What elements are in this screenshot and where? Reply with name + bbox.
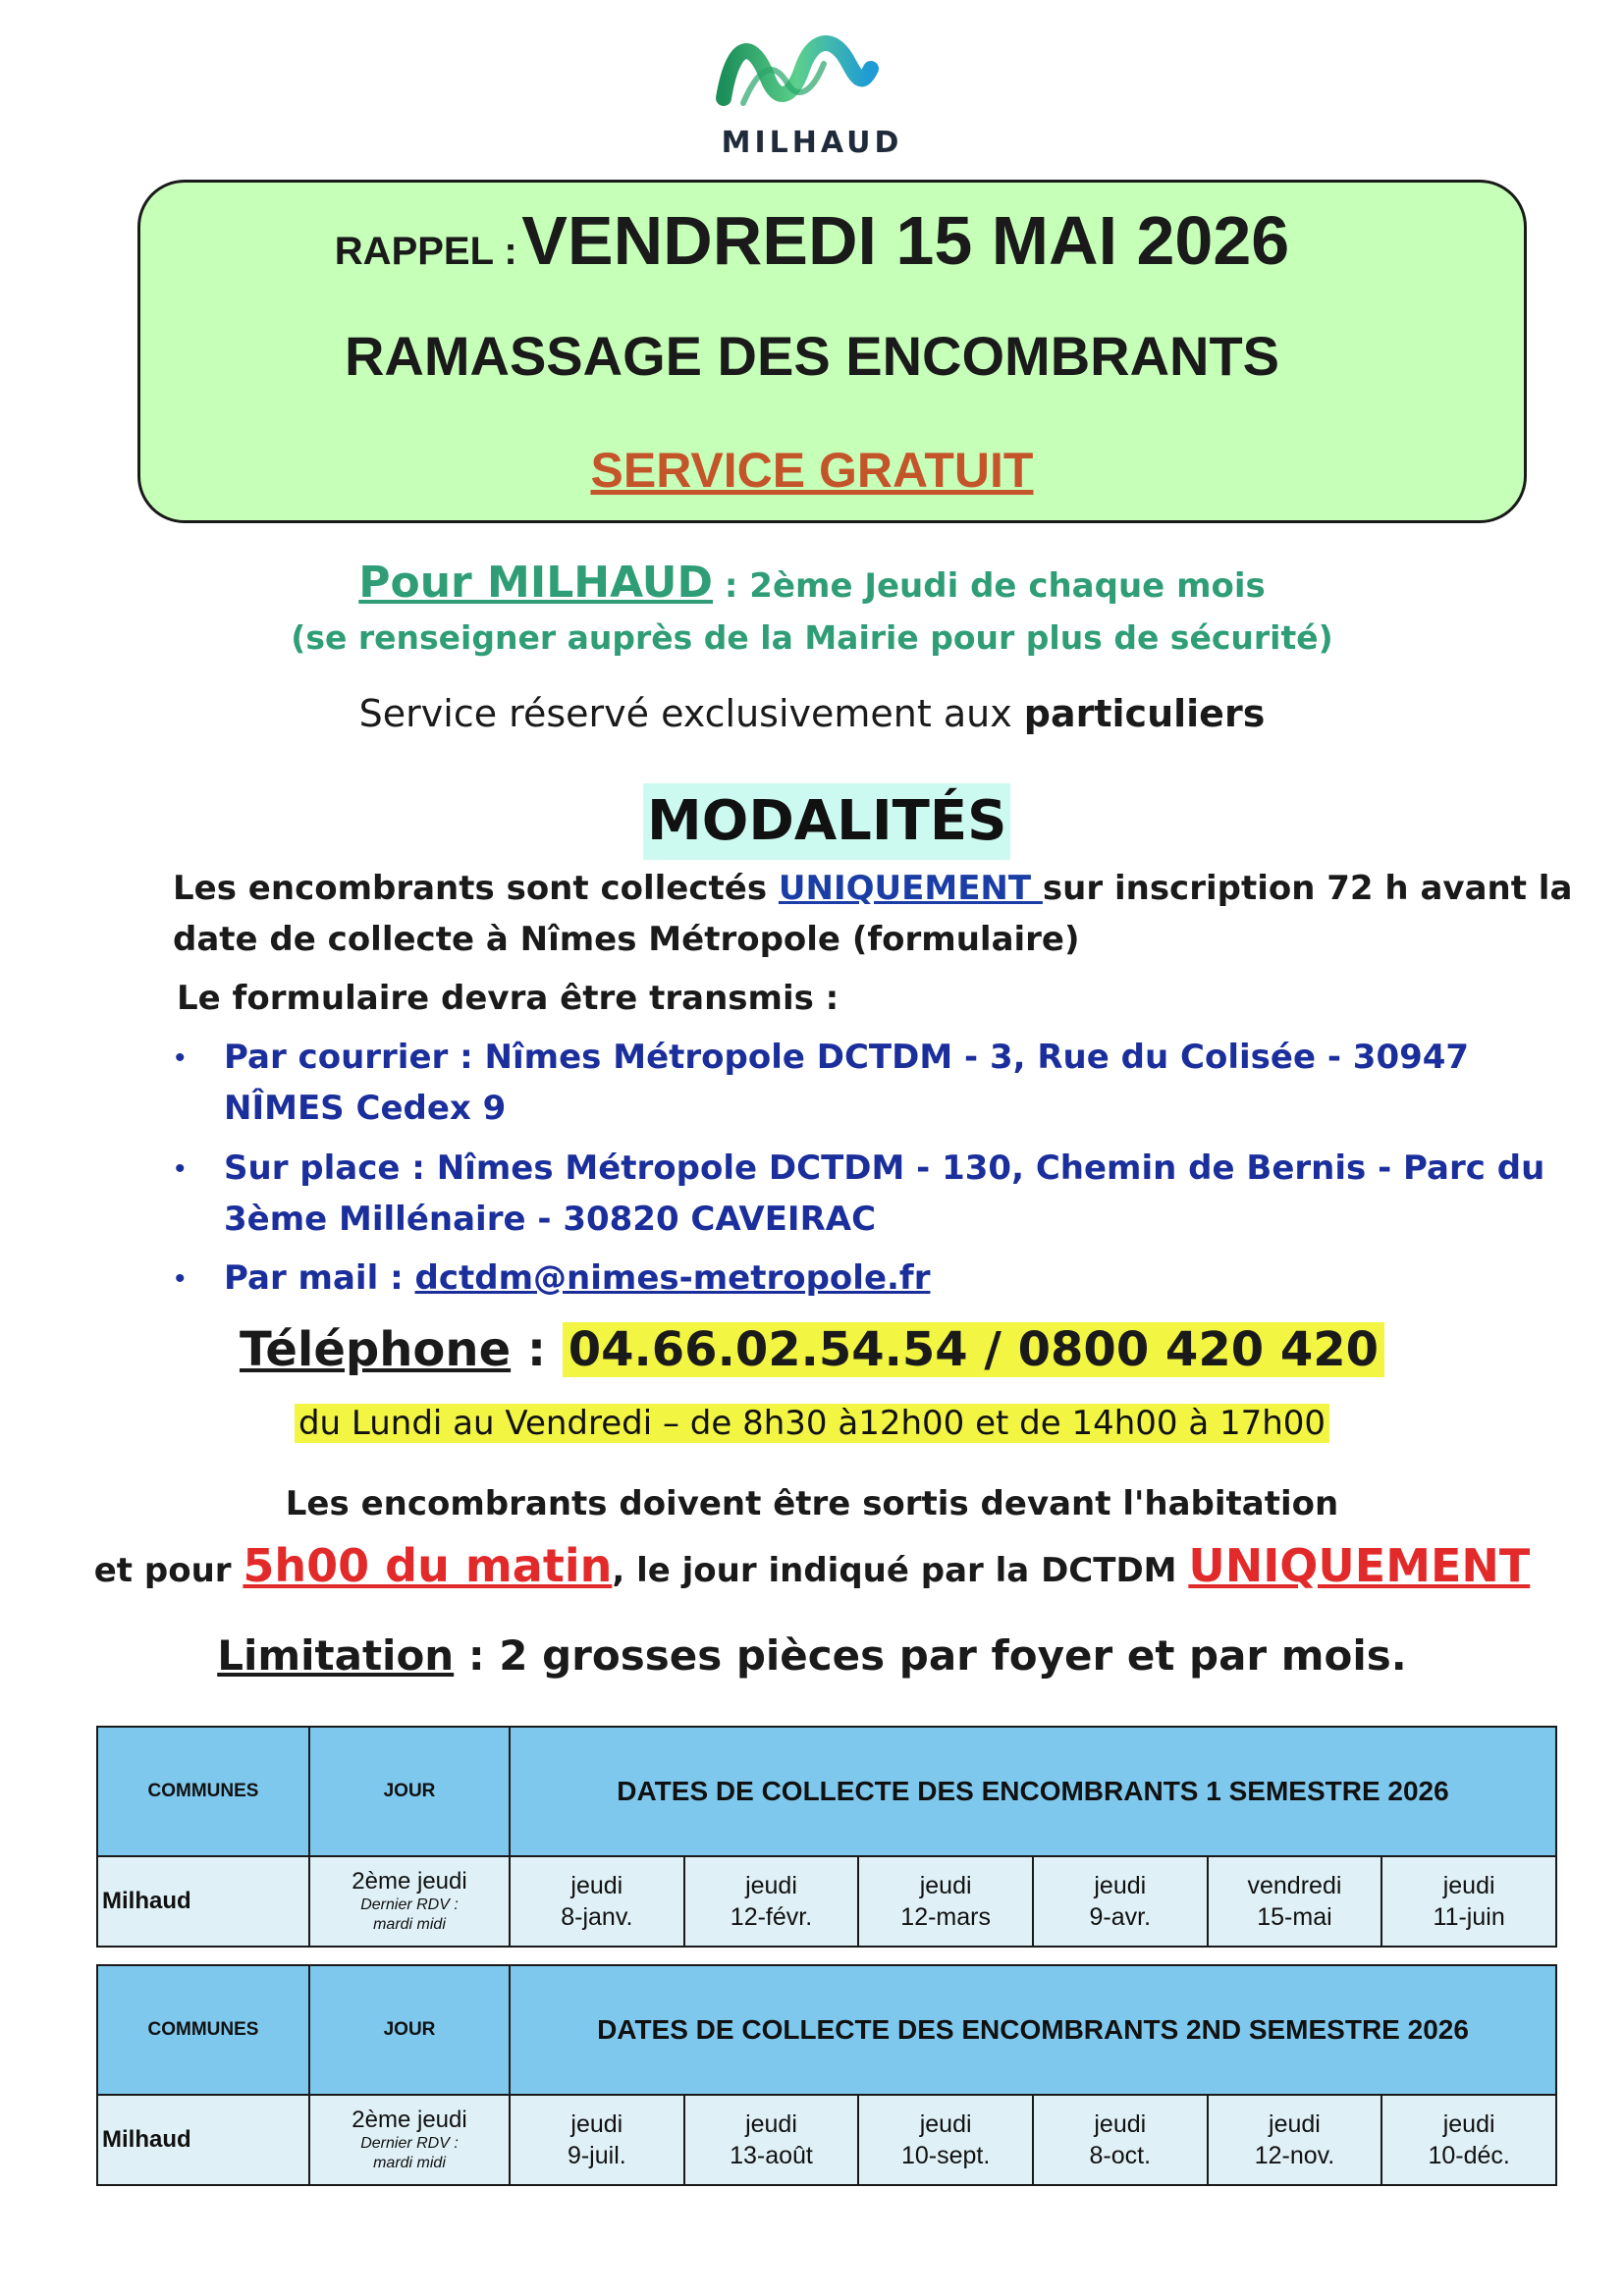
date-day: jeudi	[1269, 2110, 1321, 2138]
rappel-date: VENDREDI 15 MAI 2026	[521, 202, 1290, 279]
date-day: jeudi	[1094, 1872, 1147, 1899]
date-cell	[510, 2095, 684, 2185]
matin-time: 5h00 du matin	[243, 1539, 613, 1592]
date-value: 11-juin	[1433, 1903, 1505, 1931]
date-day: jeudi	[1442, 2110, 1495, 2138]
date-value: 12-nov.	[1254, 2142, 1335, 2169]
rappel-heading	[0, 201, 1624, 280]
table-row	[97, 1856, 1556, 1947]
courrier-line-1: Par courrier : Nîmes Métropole DCTDM - 3, Rue du Colisée - 30947	[224, 1038, 1470, 1077]
date-day: jeudi	[570, 2110, 623, 2138]
reserve-prefix: Service réservé exclusivement aux	[358, 692, 1024, 735]
commune-cell: Milhaud	[97, 2095, 309, 2185]
limitation-line	[0, 1631, 1624, 1680]
col-jour: JOUR	[309, 1727, 510, 1856]
hours-text: du Lundi au Vendredi – de 8h30 à12h00 et de 14h00 à 17h00	[295, 1404, 1329, 1443]
col-jour: JOUR	[309, 1965, 510, 2095]
mail-link[interactable]: dctdm@nimes-metropole.fr	[414, 1258, 931, 1298]
telephone-numbers[interactable]: 04.66.02.54.54 / 0800 420 420	[563, 1322, 1384, 1377]
date-cell	[684, 1856, 859, 1947]
matin-line	[0, 1539, 1624, 1592]
telephone-sep: :	[511, 1322, 563, 1377]
bullet-icon: •	[175, 1262, 186, 1295]
hours-line	[0, 1404, 1624, 1443]
date-day: jeudi	[745, 2110, 797, 2138]
mail-line	[224, 1258, 930, 1298]
jour-sub-2: mardi midi	[373, 1916, 446, 1933]
date-cell	[510, 1856, 684, 1947]
commune-cell: Milhaud	[97, 1856, 309, 1947]
table-header-row	[97, 1727, 1556, 1856]
date-cell	[1381, 1856, 1556, 1947]
date-value: 10-déc.	[1428, 2142, 1510, 2169]
matin-mid: , le jour indiqué par la DCTDM	[612, 1551, 1189, 1590]
jour-cell	[309, 2095, 510, 2185]
reserve-bold: particuliers	[1023, 692, 1266, 735]
table-header-row	[97, 1965, 1556, 2095]
semestre-title: DATES DE COLLECTE DES ENCOMBRANTS 1 SEMESTRE 2026	[510, 1727, 1556, 1856]
date-day: jeudi	[919, 1872, 972, 1899]
jour-sub-1: Dernier RDV :	[360, 2135, 459, 2152]
limitation-label: Limitation	[217, 1631, 455, 1680]
date-cell	[858, 2095, 1033, 2185]
mairie-info: (se renseigner auprès de la Mairie pour plus de sécurité)	[291, 618, 1333, 657]
date-value: 8-janv.	[561, 1903, 633, 1931]
rappel-label: RAPPEL :	[334, 230, 517, 273]
pour-milhaud: Pour MILHAUD	[358, 558, 714, 608]
bullet-icon: •	[175, 1152, 186, 1185]
telephone-line	[0, 1322, 1624, 1377]
date-value: 8-oct.	[1089, 2142, 1152, 2169]
col-communes: COMMUNES	[97, 1965, 309, 2095]
date-value: 9-avr.	[1089, 1903, 1152, 1931]
surplace-line-2: 3ème Millénaire - 30820 CAVEIRAC	[224, 1200, 877, 1239]
date-cell	[1033, 1856, 1208, 1947]
date-value: 12-mars	[900, 1903, 991, 1931]
uniquement-link: UNIQUEMENT	[778, 869, 1043, 908]
date-value: 12-févr.	[730, 1903, 813, 1931]
modalites-title: MODALITÉS	[643, 783, 1010, 860]
limitation-text: : 2 grosses pièces par foyer et par mois.	[454, 1631, 1407, 1680]
dates-table-semestre-1	[96, 1726, 1557, 1948]
date-day: jeudi	[745, 1872, 797, 1899]
surplace-line-1: Sur place : Nîmes Métropole DCTDM - 130, Chemin de Bernis - Parc du	[224, 1148, 1545, 1188]
date-value: 15-mai	[1257, 1903, 1332, 1931]
date-cell	[1208, 2095, 1382, 2185]
date-value: 9-juil.	[567, 2142, 626, 2169]
date-cell	[1208, 1856, 1382, 1947]
courrier-line-2: NÎMES Cedex 9	[224, 1089, 507, 1128]
table-row	[97, 2095, 1556, 2185]
jour-main: 2ème jeudi	[352, 1868, 467, 1895]
milhaud-logo	[714, 29, 881, 118]
bullet-icon: •	[175, 1041, 186, 1074]
date-day: jeudi	[1094, 2110, 1147, 2138]
collect-prefix: Les encombrants sont collectés	[173, 869, 779, 908]
service-gratuit: SERVICE GRATUIT	[590, 443, 1034, 498]
semestre-title: DATES DE COLLECTE DES ENCOMBRANTS 2ND SEMESTRE 2026	[510, 1965, 1556, 2095]
service-reserve	[0, 692, 1624, 735]
date-day: vendredi	[1247, 1872, 1342, 1899]
dates-table-semestre-2	[96, 1964, 1557, 2186]
date-day: jeudi	[570, 1872, 623, 1899]
matin-prefix: et pour	[93, 1551, 244, 1590]
date-value: 10-sept.	[900, 2142, 991, 2169]
date-cell	[858, 1856, 1033, 1947]
sortis-line: Les encombrants doivent être sortis devant l'habitation	[285, 1484, 1339, 1523]
telephone-label: Téléphone	[239, 1322, 512, 1377]
date-cell	[1381, 2095, 1556, 2185]
mail-label: Par mail :	[224, 1258, 415, 1298]
collect-line-1	[173, 869, 1572, 908]
ramassage-title: RAMASSAGE DES ENCOMBRANTS	[344, 325, 1280, 387]
col-communes: COMMUNES	[97, 1727, 309, 1856]
date-cell	[684, 2095, 859, 2185]
jour-sub-2: mardi midi	[373, 2155, 446, 2171]
schedule-text: : 2ème Jeudi de chaque mois	[713, 566, 1266, 606]
date-cell	[1033, 2095, 1208, 2185]
date-day: jeudi	[919, 2110, 972, 2138]
formulaire-text: Le formulaire devra être transmis :	[177, 979, 839, 1018]
jour-main: 2ème jeudi	[352, 2107, 467, 2133]
matin-uniquement: UNIQUEMENT	[1188, 1539, 1531, 1592]
logo-text: MILHAUD	[721, 126, 903, 160]
collect-suffix: sur inscription 72 h avant la	[1042, 869, 1573, 908]
jour-sub-1: Dernier RDV :	[360, 1896, 459, 1913]
collect-line-2: date de collecte à Nîmes Métropole (formulaire)	[173, 920, 1080, 959]
date-value: 13-août	[730, 2142, 813, 2169]
jour-cell	[309, 1856, 510, 1947]
date-day: jeudi	[1442, 1872, 1495, 1899]
pour-milhaud-line	[0, 558, 1624, 608]
